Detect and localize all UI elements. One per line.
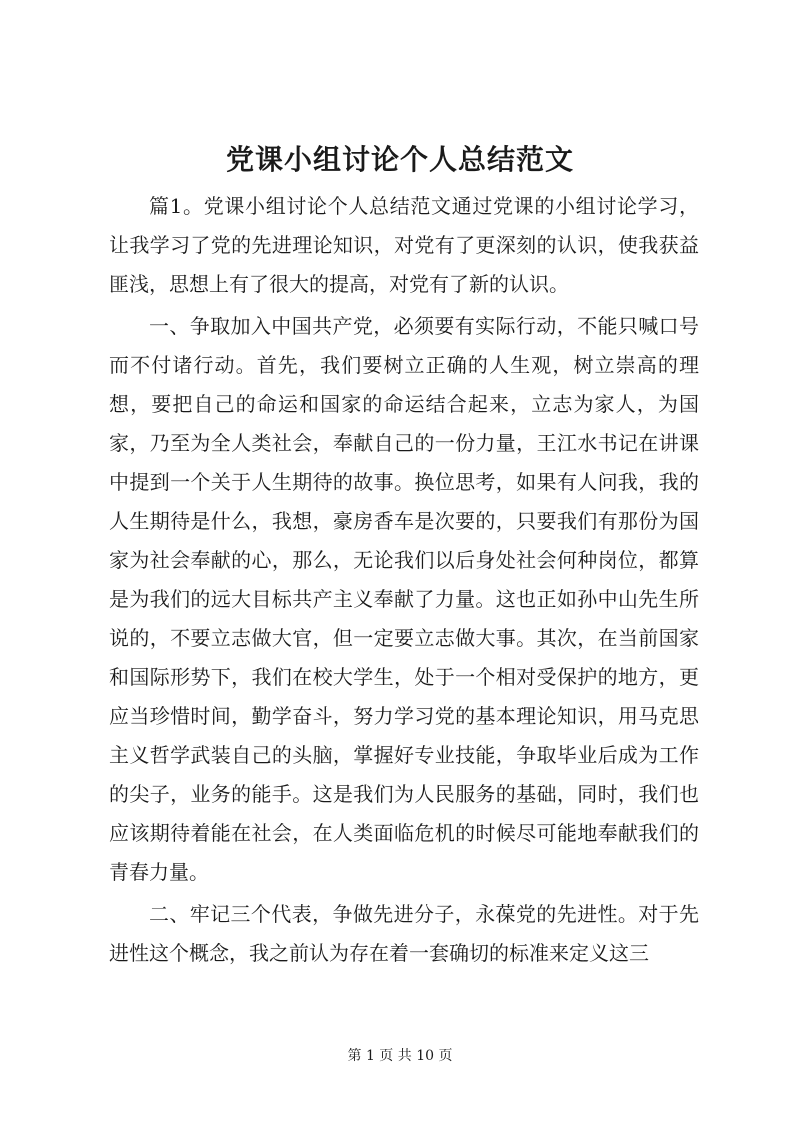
paragraph-section-two: 二、牢记三个代表，争做先进分子，永葆党的先进性。对于先进性这个概念，我之前认为存在着一套确切的标准来定义这三	[109, 902, 699, 965]
document-title: 党课小组讨论个人总结范文	[225, 143, 574, 176]
paragraph-intro: 篇1。党课小组讨论个人总结范文通过党课的小组讨论学习，让我学习了党的先进理论知识，对党有了更深刻的认识，使我获益匪浅，思想上有了很大的提高，对党有了新的认识。	[109, 194, 699, 296]
document-body	[109, 187, 699, 976]
page-footer: 第 1 页 共 10 页	[347, 1048, 453, 1064]
paragraph-section-one: 一、争取加入中国共产党，必须要有实际行动，不能只喊口号而不付诸行动。首先，我们要树立正确的人生观，树立崇高的理想，要把自己的命运和国家的命运结合起来，立志为家人，为国家，乃至为全人类社会，奉献自己的一份力量，王江水书记在讲课中提到一个关于人生期待的故事。换位思考，如果有人问我，我的人生期待是什么，我想，豪房香车是次要的，只要我们有那份为国家为社会奉献的心，那么，无论我们以后身处社会何种岗位，都算是为我们的远大目标共产主义奉献了力量。这也正如孙中山先生所说的，不要立志做大官，但一定要立志做大事。其次，在当前国家和国际形势下，我们在校大学生，处于一个相对受保护的地方，更应当珍惜时间，勤学奋斗，努力学习党的基本理论知识，用马克思主义哲学武装自己的头脑，掌握好专业技能，争取毕业后成为工作的尖子，业务的能手。这是我们为人民服务的基础，同时，我们也应该期待着能在社会，在人类面临危机的时候尽可能地奉献我们的青春力量。	[109, 314, 699, 884]
